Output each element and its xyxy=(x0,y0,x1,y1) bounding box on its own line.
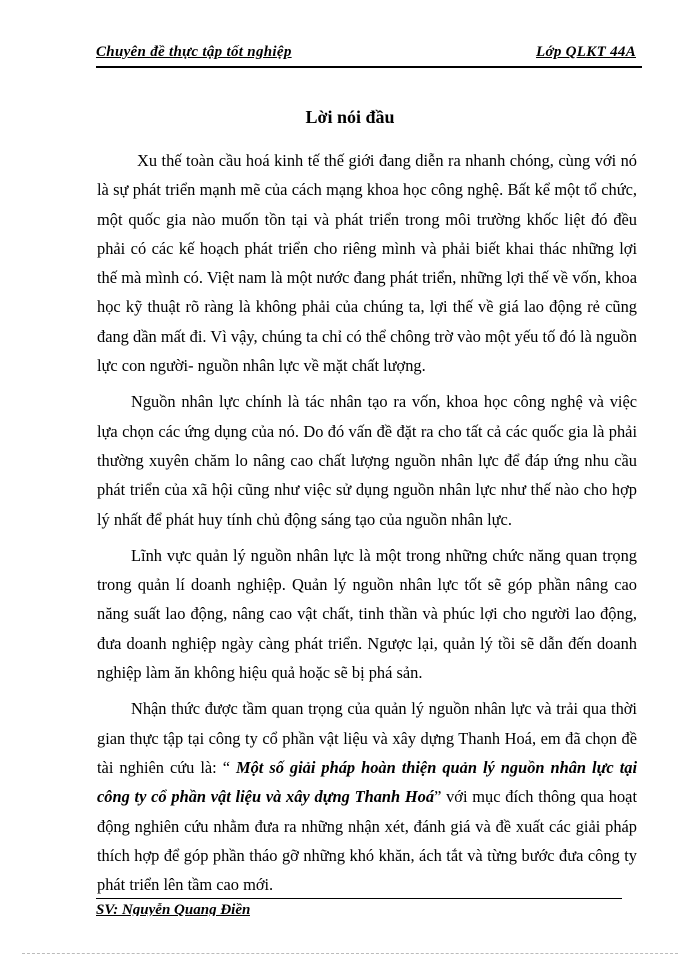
page-header xyxy=(96,44,642,68)
paragraph-1: Xu thế toàn cầu hoá kinh tế thế giới đang diễn ra nhanh chóng, cùng với nó là sự phát triển mạnh mẽ của cách mạng khoa học công nghệ. Bất kể một tổ chức, một quốc gia nào muốn tồn tại và phát triển trong môi trường khốc liệt đó đều phải có các kế hoạch phát triển cho riêng mình và phải biết khai thác những lợi thế mà mình có. Việt nam là một nước đang phát triển, những lợi thế về vốn, khoa học kỹ thuật rõ ràng là không phải của chúng ta, lợi thế về giá lao động rẻ cũng đang dần mất đi. Vì vậy, chúng ta chỉ có thể chông trờ vào một yếu tố đó là nguồn lực con người- nguồn nhân lực về mặt chất lượng. xyxy=(97,151,637,376)
paragraph-4-intro: Nhận thức được tầm quan trọng của quản lý nguồn nhân lực và trải qua thời gian thực tập tại công ty cổ phần vật liệu và xây dựng Thanh Hoá, em đã chọn đề tài nghiên cứu là: “ xyxy=(97,699,637,777)
paragraph-3: Lĩnh vực quản lý nguồn nhân lực là một trong những chức năng quan trọng trong quản lí doanh nghiệp. Quản lý nguồn nhân lực tốt sẽ góp phần nâng cao năng suất lao động, nâng cao vật chất, tinh thần và phúc lợi cho người lao động, đưa doanh nghiệp ngày càng phát triển. Ngược lại, quản lý tồi sẽ dẫn đến doanh nghiệp làm ăn không hiệu quả hoặc sẽ bị phá sản. xyxy=(97,545,637,683)
footer-divider xyxy=(96,898,622,899)
paragraph-4 xyxy=(97,694,637,899)
thesis-topic: Một số giải pháp hoàn thiện quản lý nguồn nhân lực tại công ty cổ phần vật liệu và xây dựng Thanh Hoá xyxy=(97,757,637,807)
paragraph-4-rest: ” với mục đích thông qua hoạt động nghiên cứu nhằm đưa ra những nhận xét, đánh giá và đề xuất các giải pháp thích hợp để góp phần tháo gỡ những khó khăn, ách tắt và từng bước đưa công ty phát triển lên tầm cao mới. xyxy=(97,787,638,895)
page-bottom-edge xyxy=(22,953,678,954)
paragraph-2: Nguồn nhân lực chính là tác nhân tạo ra vốn, khoa học công nghệ và việc lựa chọn các ứng dụng của nó. Do đó vấn đề đặt ra cho tất cả các quốc gia là phải thường xuyên chăm lo nâng cao chất lượng nguồn nhân lực để đáp ứng nhu cầu phát triển của xã hội cũng như việc sử dụng nguồn nhân lực như thế nào cho hợp lý nhất để phát huy tính chủ động sáng tạo của nguồn nhân lực. xyxy=(97,392,637,529)
document-body xyxy=(97,146,637,906)
header-class-name: Lớp QLKT 44A xyxy=(536,44,636,60)
page-title: Lời nói đầu xyxy=(305,107,395,127)
footer-author: SV: Nguyễn Quang Điền xyxy=(96,902,251,916)
header-report-title: Chuyên đề thực tập tốt nghiệp xyxy=(96,44,292,60)
